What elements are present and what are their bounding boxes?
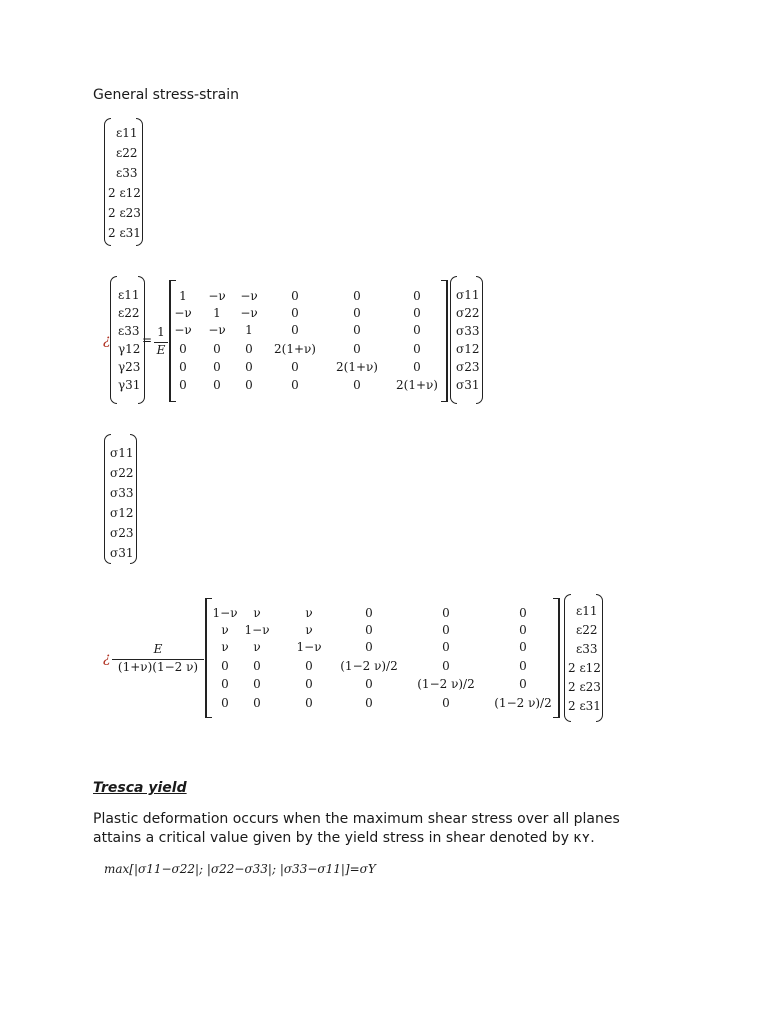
matrix-cell: −ν [240,289,258,303]
matrix-cell: 1−ν [244,623,270,637]
section-title: General stress-strain [93,87,239,103]
matrix-cell: 0 [365,640,373,654]
vec-entry: ε11 [118,288,140,302]
matrix-cell: 0 [353,378,361,392]
matrix-cell: 0 [413,360,421,374]
matrix-cell: 2(1+ν) [396,378,438,392]
matrix-cell: 2(1+ν) [274,342,316,356]
strain-vector-rhs [564,594,604,722]
matrix-cell: 0 [253,677,261,691]
matrix-cell: −ν [208,323,226,337]
matrix-cell: 0 [413,306,421,320]
matrix-cell: 0 [221,677,229,691]
strain-vector [104,118,144,246]
matrix-cell: 0 [365,677,373,691]
matrix-cell: 0 [442,623,450,637]
vec-entry: σ12 [456,342,480,356]
matrix-cell: 0 [353,289,361,303]
vec-entry: ε11 [576,604,598,618]
vec-entry: σ31 [110,546,134,560]
compliance-matrix [169,280,449,402]
matrix-cell: 0 [245,378,253,392]
vec-entry: σ33 [456,324,480,338]
matrix-cell: ν [305,606,313,620]
vec-entry: ε33 [576,642,598,656]
stress-vector-rhs [450,276,486,404]
matrix-cell: (1−2 ν)/2 [417,677,475,691]
matrix-cell: 0 [305,696,313,710]
matrix-cell: 0 [413,342,421,356]
vec-entry: ε33 [116,166,138,180]
matrix-cell: −ν [240,306,258,320]
vec-entry: γ31 [118,378,141,392]
matrix-cell: ν [305,623,313,637]
matrix-cell: 0 [291,289,299,303]
matrix-cell: 0 [353,323,361,337]
matrix-cell: 1 [179,289,187,303]
matrix-cell: ν [221,623,229,637]
matrix-cell: 0 [305,677,313,691]
matrix-cell: 0 [253,659,261,673]
vec-entry: 2 ε12 [568,661,601,675]
vec-entry: ε22 [576,623,598,637]
vec-entry: σ12 [110,506,134,520]
matrix-cell: ν [253,640,261,654]
vec-entry: σ33 [110,486,134,500]
vec-entry: ε11 [116,126,138,140]
matrix-cell: 0 [179,378,187,392]
matrix-cell: 0 [519,623,527,637]
matrix-cell: 0 [221,696,229,710]
matrix-cell: 0 [365,623,373,637]
vec-entry: 2 ε31 [108,226,141,240]
matrix-cell: 0 [245,342,253,356]
stress-vector [104,434,140,564]
red-mark: ¿ [103,332,111,348]
vec-entry: σ31 [456,378,480,392]
matrix-cell: ν [253,606,261,620]
vec-entry: ε22 [118,306,140,320]
matrix-cell: 2(1+ν) [336,360,378,374]
section-heading-tresca: Tresca yield [93,780,187,796]
vec-entry: γ23 [118,360,141,374]
vec-entry: σ22 [456,306,480,320]
matrix-cell: 0 [442,696,450,710]
vec-entry: σ11 [456,288,480,302]
vec-entry: σ22 [110,466,134,480]
matrix-cell: 0 [213,378,221,392]
equals-sign: = [142,333,153,347]
stiffness-matrix [205,598,561,718]
vec-entry: σ23 [456,360,480,374]
vec-entry: ε33 [118,324,140,338]
matrix-cell: 1 [213,306,221,320]
matrix-cell: 0 [245,360,253,374]
matrix-cell: 0 [413,323,421,337]
matrix-cell: 0 [442,606,450,620]
vec-entry: 2 ε31 [568,699,601,713]
matrix-cell: ν [221,640,229,654]
matrix-cell: −ν [174,306,192,320]
matrix-cell: 0 [221,659,229,673]
matrix-cell: 0 [365,696,373,710]
matrix-cell: −ν [174,323,192,337]
matrix-cell: 0 [179,342,187,356]
matrix-cell: 1 [245,323,253,337]
matrix-cell: (1−2 ν)/2 [340,659,398,673]
matrix-cell: (1−2 ν)/2 [494,696,552,710]
matrix-cell: 0 [413,289,421,303]
tresca-paragraph: Plastic deformation occurs when the maximum shear stress over all planes attains a critical value given by the yield stress in shear denoted by κʏ. [93,811,620,846]
vec-entry: 2 ε23 [568,680,601,694]
fraction-denominator: (1+ν)(1−2 ν) [117,660,199,674]
vec-entry: γ12 [118,342,141,356]
matrix-cell: 0 [519,640,527,654]
matrix-cell: 0 [442,659,450,673]
matrix-cell: 0 [291,378,299,392]
matrix-cell: 0 [213,342,221,356]
matrix-cell: 0 [213,360,221,374]
left-paren [110,276,117,404]
matrix-cell: 0 [353,342,361,356]
gamma-vector [110,276,146,404]
matrix-cell: 0 [353,306,361,320]
matrix-cell: 0 [305,659,313,673]
matrix-cell: 0 [442,640,450,654]
matrix-cell: 0 [519,659,527,673]
vec-entry: σ23 [110,526,134,540]
matrix-cell: 1−ν [212,606,238,620]
matrix-cell: −ν [208,289,226,303]
vec-entry: 2 ε12 [108,186,141,200]
matrix-cell: 0 [291,306,299,320]
fraction-denominator: E [156,343,166,357]
matrix-cell: 0 [519,606,527,620]
vec-entry: 2 ε23 [108,206,141,220]
matrix-cell: 0 [253,696,261,710]
fraction-numerator: 1 [157,325,165,339]
fraction-numerator: E [153,642,163,656]
red-mark: ¿ [103,650,111,666]
matrix-cell: 1−ν [296,640,322,654]
matrix-cell: 0 [291,360,299,374]
tresca-equation: max[|σ11−σ22|; |σ22−σ33|; |σ33−σ11|]=σY [104,862,376,876]
vec-entry: ε22 [116,146,138,160]
vec-entry: σ11 [110,446,134,460]
matrix-cell: 0 [519,677,527,691]
matrix-cell: 0 [365,606,373,620]
matrix-cell: 0 [291,323,299,337]
matrix-cell: 0 [179,360,187,374]
